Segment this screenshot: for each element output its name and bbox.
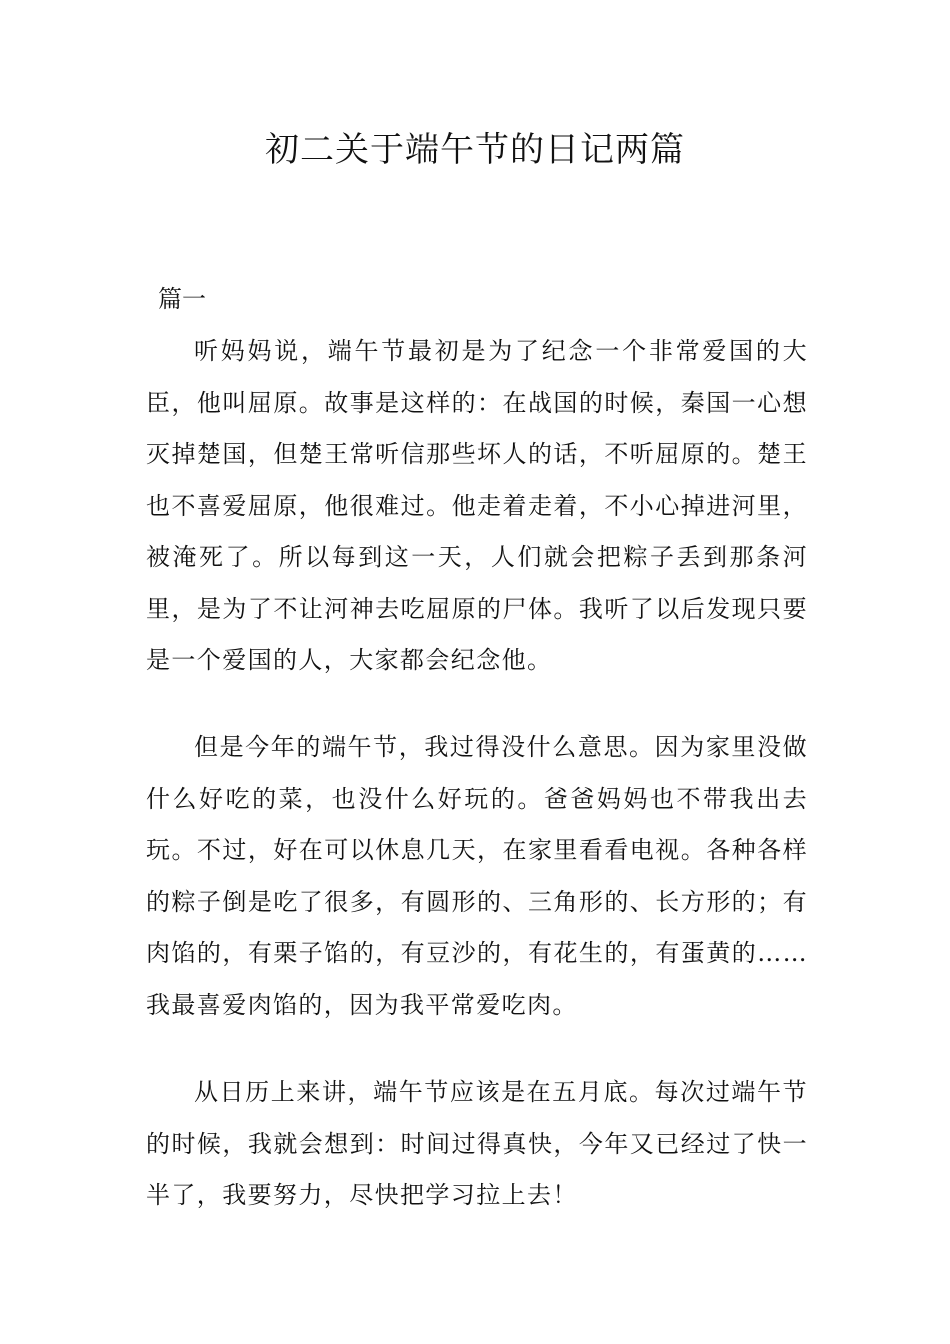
paragraph-1: 听妈妈说，端午节最初是为了纪念一个非常爱国的大臣，他叫屈原。故事是这样的：在战国的时候，秦国一心想灭掉楚国，但楚王常听信那些坏人的话，不听屈原的。楚王也不喜爱屈原，他很难过。他走着走着，不小心掉进河里，被淹死了。所以每到这一天，人们就会把粽子丢到那条河里，是为了不让河神去吃屈原的尸体。我听了以后发现只要是一个爱国的人，大家都会纪念他。 [146,337,808,674]
paragraph-3: 从日历上来讲，端午节应该是在五月底。每次过端午节的时候，我就会想到：时间过得真快，今年又已经过了快一半了，我要努力，尽快把学习拉上去！ [146,1078,808,1209]
paragraph-2: 但是今年的端午节，我过得没什么意思。因为家里没做什么好吃的菜，也没什么好玩的。爸爸妈妈也不带我出去玩。不过，好在可以休息几天，在家里看看电视。各种各样的粽子倒是吃了很多，有圆形的、三角形的、长方形的；有肉馅的，有栗子馅的，有豆沙的，有花生的，有蛋黄的……我最喜爱肉馅的，因为我平常爱吃肉。 [146,733,808,1019]
document-title: 初二关于端午节的日记两篇 [265,130,685,170]
section-label: 篇一 [158,285,206,313]
